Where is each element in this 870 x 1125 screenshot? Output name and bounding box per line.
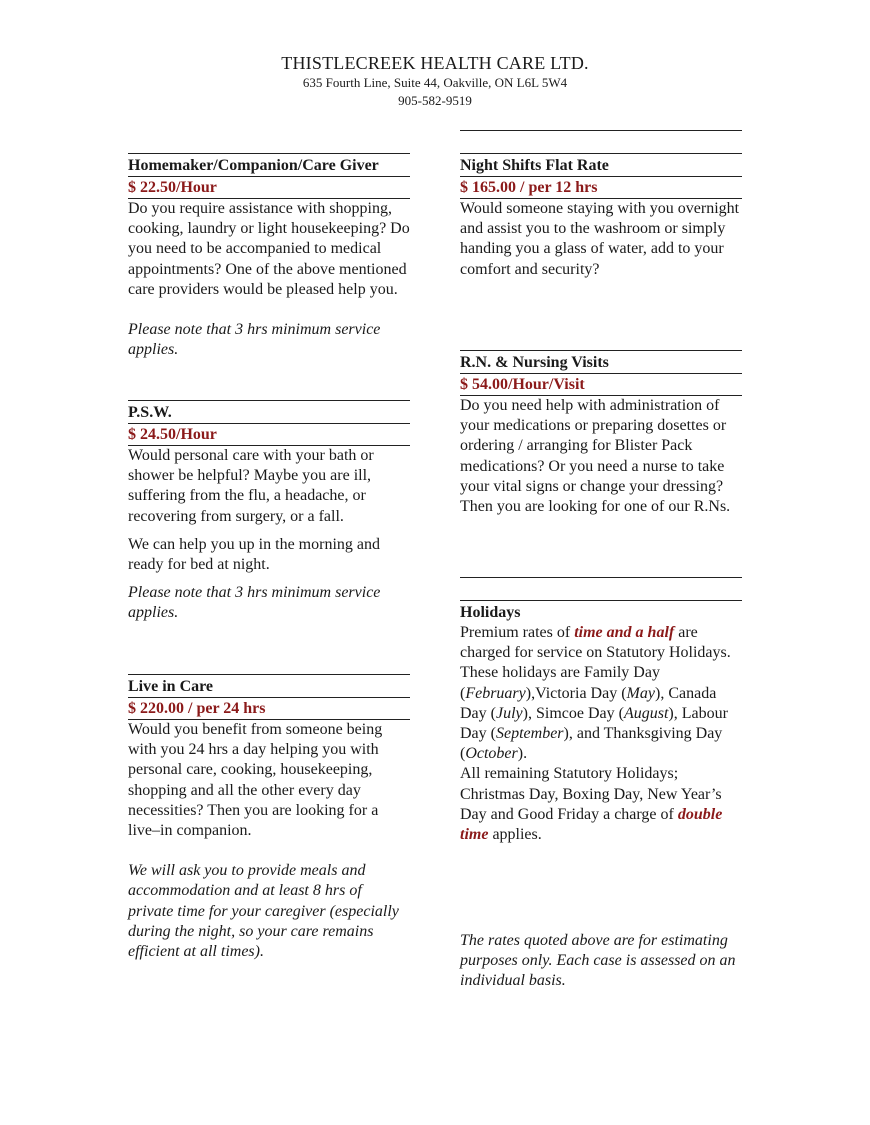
section-body-2: We can help you up in the morning and ready for bed at night.: [128, 535, 380, 574]
month: May: [626, 684, 655, 702]
company-address: 635 Fourth Line, Suite 44, Oakville, ON L6L 5W4: [302, 75, 568, 90]
section-holidays: [460, 600, 742, 845]
section-title: Holidays: [460, 604, 521, 621]
section-body: Do you need help with administration of your medications or preparing dosettes or ordering / arranging for Blister Pack medications? Or you need a nurse to take your vital signs or change your dressing? Then you are looking for one of our R.Ns.: [460, 397, 731, 516]
text: ),Victoria Day (: [525, 684, 627, 702]
section-body: Do you require assistance with shopping, cooking, laundry or light housekeeping? Do you need to be accompanied to medical appointments? One of the above mentioned care providers would be pleased help you.: [128, 200, 410, 298]
month: September: [495, 725, 564, 743]
highlight-time-and-a-half: time and a half: [574, 624, 675, 641]
highlight-double-time: double time: [460, 805, 723, 844]
text: are charged for service on Statutory Holidays.: [460, 624, 731, 662]
section-note: Please note that 3 hrs minimum service applies.: [128, 321, 381, 359]
section-body: Would personal care with your bath or shower be helpful? Maybe you are ill, suffering from the flu, a headache, or recovering from surgery, or a fall.: [128, 447, 374, 525]
section-title: Homemaker/Companion/Care Giver: [128, 157, 379, 174]
letterhead: [0, 52, 870, 110]
section-rn: [460, 350, 742, 517]
section-title: Live in Care: [128, 678, 214, 695]
section-night: [460, 153, 742, 280]
right-column-holidays: [460, 577, 742, 845]
text: ), Canada Day (: [460, 684, 717, 722]
section-note: Please note that 3 hrs minimum service applies.: [128, 584, 381, 622]
text: ), Simcoe Day (: [522, 704, 624, 722]
holidays-paragraph-1: [460, 623, 742, 663]
text: Premium rates of: [460, 624, 575, 641]
section-rate: $ 165.00 / per 12 hrs: [460, 179, 598, 196]
section-title: R.N. & Nursing Visits: [460, 354, 609, 371]
right-column-footer: [460, 931, 742, 992]
text: ), Labour Day (: [460, 704, 728, 743]
text: All remaining Statutory Holidays; Christmas Day, Boxing Day, New Year’s Day and Good Friday a charge of: [460, 765, 722, 823]
company-name: THISTLECREEK HEALTH CARE LTD.: [281, 53, 589, 73]
footer-note: The rates quoted above are for estimating purposes only. Each case is assessed on an individual basis.: [460, 932, 736, 990]
left-column-psw: [128, 400, 410, 624]
section-rate: $ 24.50/Hour: [128, 426, 217, 443]
company-phone: 905-582-9519: [398, 93, 472, 108]
divider: [460, 130, 742, 131]
month: October: [465, 745, 518, 763]
section-live-in: [128, 674, 410, 962]
section-psw: [128, 400, 410, 624]
section-title: P.S.W.: [128, 404, 172, 421]
text: These holidays are Family Day (: [460, 664, 660, 702]
section-note: We will ask you to provide meals and accommodation and at least 8 hrs of private time for your caregiver (especially during the night, so your care remains efficient at all times).: [128, 862, 399, 961]
month: July: [495, 704, 523, 722]
section-homemaker: [128, 153, 410, 360]
text: ).: [517, 745, 528, 763]
right-column-rn: [460, 350, 742, 517]
section-rate: $ 54.00/Hour/Visit: [460, 376, 585, 393]
text: ), and Thanksgiving Day (: [460, 725, 723, 763]
holidays-paragraph-3: [460, 764, 742, 845]
section-rate: $ 220.00 / per 24 hrs: [128, 700, 266, 717]
text: applies.: [488, 826, 542, 844]
section-title: Night Shifts Flat Rate: [460, 157, 609, 174]
month: August: [623, 704, 669, 722]
right-column-night: [460, 130, 742, 280]
divider: [460, 577, 742, 578]
month: February: [465, 684, 526, 702]
section-body: Would someone staying with you overnight and assist you to the washroom or simply handing you a glass of water, add to your comfort and security?: [460, 200, 740, 278]
section-rate: $ 22.50/Hour: [128, 179, 217, 196]
section-body: Would you benefit from someone being with you 24 hrs a day helping you with personal care, cooking, housekeeping, shopping and all the other every day necessities? Then you are looking for a live–in companion.: [128, 721, 383, 840]
left-column-live-in: [128, 674, 410, 962]
left-column: [128, 153, 410, 360]
holidays-paragraph-2: [460, 663, 742, 764]
